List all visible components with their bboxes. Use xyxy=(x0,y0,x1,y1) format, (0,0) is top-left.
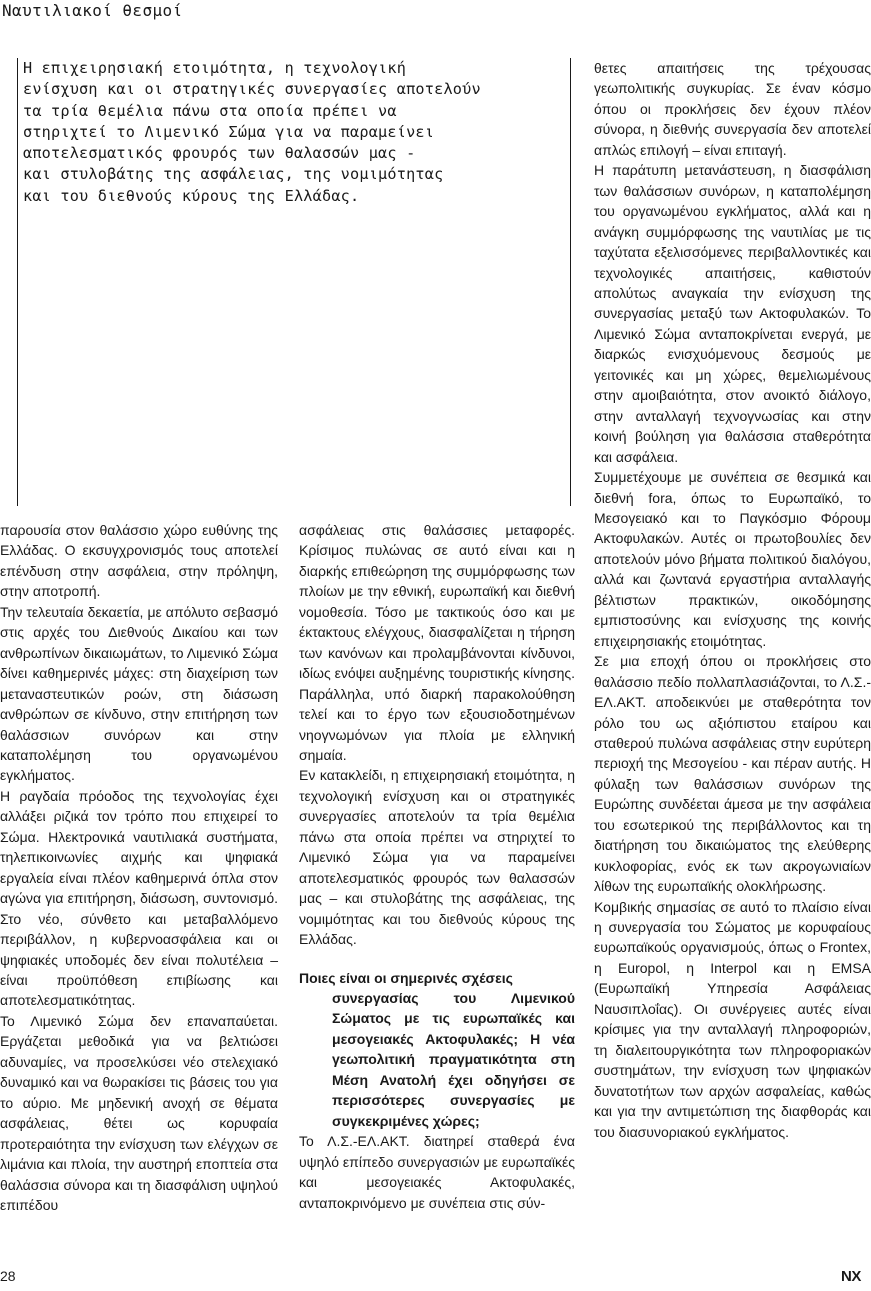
paragraph: Συμμετέχουμε με συνέπεια σε θεσμικά και διεθνή fora, όπως το Ευρωπαϊκό, το Μεσογειακό και το Παγκόσμιο Φόρουμ Ακτοφυλακών. Αυτές οι πρωτοβουλίες δεν αποτελούν μόνο βήματα πολιτικού διαλόγου, αλλά και ζωντανά εργαστήρια ανταλλαγής βέλτιστων πρακτικών, οικοδόμησης εμπιστοσύνης και ενίσχυσης της κοινής επιχειρησιακής ετοιμότητας. xyxy=(594,469,871,649)
pull-quote-line: αποτελεσματικός φρουρός των θαλασσών μας - xyxy=(23,144,416,163)
pull-quote xyxy=(17,58,571,506)
paragraph: θετες απαιτήσεις της τρέχουσας γεωπολιτικής συγκυρίας. Σε έναν κόσμο όπου οι προκλήσεις δεν έχουν πλέον σύνορα, η διεθνής συνεργασία δεν αποτελεί απλώς επιλογή – είναι επιταγή. xyxy=(594,60,871,158)
interview-question xyxy=(299,968,575,1132)
interview-question-line: συνεργασίας του Λιμενικού Σώματος με τις ευρωπαϊκές και μεσογειακές Ακτοφυλακές; Η νέα γεωπολιτική πραγματικότητα στη Μέση Ανατολή έχει οδηγήσει σε περισσότερες συνεργασίες με συγκεκριμένες χώρες; xyxy=(332,989,575,1129)
interview-question-line: Ποιες είναι οι σημερινές σχέσεις xyxy=(299,969,513,986)
page-number: 28 xyxy=(0,1268,16,1284)
article-column-1 xyxy=(0,520,278,1215)
article-column-2 xyxy=(299,520,575,1213)
paragraph: ασφάλειας στις θαλάσσιες μεταφορές. Κρίσιμος πυλώνας σε αυτό είναι και η διαρκής επιθεώρηση της συμμόρφωσης των πλοίων με την εθνική, ευρωπαϊκή και διεθνή νομοθεσία. Τόσο με τακτικούς όσο και με έκτακτους ελέγχους, διασφαλίζεται η τήρηση των κανόνων και προλαμβάνονται κίνδυνοι, ιδίως ενόψει αυξημένης τουριστικής κίνησης. Παράλληλα, υπό διαρκή παρακολούθηση τελεί και το έργο των εξουσιοδοτημένων νηογνωμόνων για πλοία με ελληνική σημαία. xyxy=(299,522,575,763)
pull-quote-line: και του διεθνούς κύρους της Ελλάδας. xyxy=(23,186,360,205)
pull-quote-line: Η επιχειρησιακή ετοιμότητα, η τεχνολογική xyxy=(23,59,407,77)
pull-quote-line: στηριχτεί το Λιμενικό Σώμα για να παραμείνει xyxy=(23,122,435,141)
paragraph: Κομβικής σημασίας σε αυτό το πλαίσιο είναι η συνεργασία του Σώματος με κορυφαίους ευρωπαϊκούς οργανισμούς, όπως ο Frontex, η Europol, η Interpol και η EMSA (Ευρωπαϊκή Υπηρεσία Ασφάλειας Ναυσιπλοΐας). Οι συνέργειες αυτές είναι κρίσιμες για την ανταλλαγή πληροφοριών, τη διαλειτουργικότητα των πληροφοριακών συστημάτων, την ενίσχυση των ψηφιακών δυνατοτήτων των αρχών ασφαλείας, καθώς και για την αντιμετώπιση της διαφθοράς και του διασυνοριακού εγκλήματος. xyxy=(594,898,871,1140)
interview-answer: Το Λ.Σ.-ΕΛ.ΑΚΤ. διατηρεί σταθερά ένα υψηλό επίπεδο συνεργασιών με ευρωπαϊκές και μεσογειακές Ακτοφυλακές, ανταποκρινόμενο με συνέπεια στις σύν- xyxy=(299,1133,575,1211)
pull-quote-line: τα τρία θεμέλια πάνω στα οποία πρέπει να xyxy=(23,101,397,120)
pull-quote-line: και στυλοβάτης της ασφάλειας, της νομιμότητας xyxy=(23,165,444,184)
paragraph: Εν κατακλείδι, η επιχειρησιακή ετοιμότητα, η τεχνολογική ενίσχυση και οι στρατηγικές συνεργασίες αποτελούν τα τρία θεμέλια πάνω στα οποία πρέπει να στηριχτεί το Λιμενικό Σώμα για να παραμείνει αποτελεσματικός φρουρός των θαλασσών μας – και στυλοβάτης της ασφάλειας, της νομιμότητας και του διεθνούς κύρους της Ελλάδας. xyxy=(299,767,575,948)
paragraph: Την τελευταία δεκαετία, με απόλυτο σεβασμό στις αρχές του Διεθνούς Δικαίου και των ανθρωπίνων δικαιωμάτων, το Λιμενικό Σώμα δίνει καθημερινές μάχες: στη διαχείριση των μεταναστευτικών ροών, στη διάσωση ανθρώπων σε κίνδυνο, στην επιτήρηση των θαλάσσιων συνόρων και στην καταπολέμηση του οργανωμένου εγκλήματος. xyxy=(0,603,278,784)
paragraph: παρουσία στον θαλάσσιο χώρο ευθύνης της Ελλάδας. Ο εκσυγχρονισμός τους αποτελεί επένδυση στην ασφάλεια, στην πρόληψη, στην αποτροπή. xyxy=(0,522,278,600)
paragraph: Η ραγδαία πρόοδος της τεχνολογίας έχει αλλάξει ριζικά τον τρόπο που επιχειρεί το Σώμα. Ηλεκτρονικά ναυτιλιακά συστήματα, τηλεπικοινωνίες αιχμής και ψηφιακά εργαλεία είναι πλέον καθημερινά όπλα στον αγώνα για επιτήρηση, διάσωση, συντονισμό. Στο νέο, σύνθετο και μεταβαλλόμενο περιβάλλον, η κυβερνοασφάλεια και οι ψηφιακές υποδομές δεν είναι πολυτέλεια – είναι προϋπόθεση επιβίωσης και αποτελεσματικότητας. xyxy=(0,787,278,1009)
section-title: Ναυτιλιακοί θεσμοί xyxy=(2,1,183,20)
pull-quote-line: ενίσχυση και οι στρατηγικές συνεργασίες αποτελούν xyxy=(23,80,481,99)
article-column-3 xyxy=(594,58,871,1142)
paragraph: Σε μια εποχή όπου οι προκλήσεις στο θαλάσσιο πεδίο πολλαπλασιάζονται, το Λ.Σ.-ΕΛ.ΑΚΤ. αποδεικνύει με σταθερότητα τον ρόλο του ως αξιόπιστου εταίρου και σταθερού πυλώνα ασφάλειας στην ευρύτερη περιοχή της Μεσογείου - και πέραν αυτής. Η φύλαξη των θαλάσσιων συνόρων της Ευρώπης συνδέεται άμεσα με την ασφάλεια του εσωτερικού της περιβάλλοντος και τη διατήρηση του δικαιώματος της ελεύθερης κυκλοφορίας, ενός εκ των ακρογωνιαίων λίθων της ευρωπαϊκής ολοκλήρωσης. xyxy=(594,653,871,895)
paragraph: Η παράτυπη μετανάστευση, η διασφάλιση των θαλάσσιων συνόρων, η καταπολέμηση του οργανωμένου εγκλήματος, αλλά και η ανάγκη συμμόρφωσης της ναυτιλίας με τις ταχύτατα εξελισσόμενες περιβαλλοντικές και τεχνολογικές απαιτήσεις, καθιστούν απολύτως αναγκαία την ενίσχυση της συνεργασίας μεταξύ των Ακτοφυλακών. Το Λιμενικό Σώμα ανταποκρίνεται ενεργά, με διαρκώς ενισχυόμενους δεσμούς με γειτονικές και μη χώρες, θεμελιωμένους στην αμοιβαιότητα, στον ανοικτό διάλογο, στην ανταλλαγή τεχνογνωσίας και στην κοινή βούληση για θαλάσσια σταθερότητα και ασφάλεια. xyxy=(594,162,871,465)
magazine-logo: NX xyxy=(841,1268,861,1285)
paragraph: Το Λιμενικό Σώμα δεν επαναπαύεται. Εργάζεται μεθοδικά για να βελτιώσει αδυναμίες, να προσελκύσει νέο στελεχιακό δυναμικό και να θωρακίσει τις βάσεις του για το αύριο. Με μηδενική ανοχή σε θέματα ασφάλειας, θέτει ως κορυφαία προτεραιότητα την ενίσχυση των ελέγχων σε λιμάνια και πλοία, την αυστηρή εποπτεία στα θαλάσσια σύνορα και τη διασφάλιση υψηλού επιπέδου xyxy=(0,1012,278,1213)
